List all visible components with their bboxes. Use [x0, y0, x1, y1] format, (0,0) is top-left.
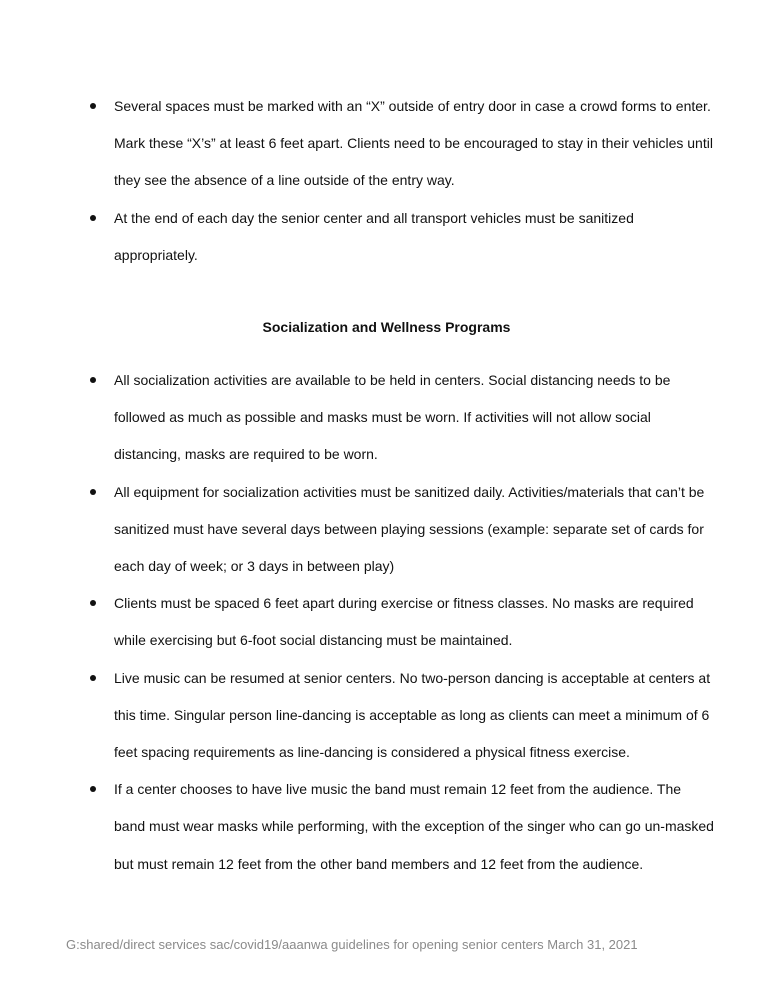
- bullet-icon: [90, 377, 96, 383]
- list-item-text: All socialization activities are available to be held in centers. Social distancing needs to be followed as much as possible and masks must be worn. If activities will not allow social distancing, masks are required to be worn.: [114, 372, 671, 463]
- list-item-text: Clients must be spaced 6 feet apart during exercise or fitness classes. No masks are required while exercising but 6-foot social distancing must be maintained.: [114, 595, 694, 649]
- list-item-text: All equipment for socialization activities must be sanitized daily. Activities/materials that can’t be sanitized must have several days between playing sessions (example: separate set of cards for each day of week; or 3 days in between play): [114, 483, 705, 575]
- list-item-text: Several spaces must be marked with an “X” outside of entry door in case a crowd forms to enter. Mark these “X’s” at least 6 feet apart. Clients need to be encouraged to stay in their vehicles until they see the absence of a line outside of the entry way.: [114, 98, 713, 189]
- list-item: [90, 88, 715, 200]
- bullet-icon: [90, 600, 96, 606]
- list-item: [90, 660, 715, 772]
- bullet-icon: [90, 103, 96, 109]
- bullet-icon: [90, 786, 96, 792]
- section-heading: Socialization and Wellness Programs: [262, 319, 511, 335]
- list-item: [90, 362, 715, 474]
- bullet-list-socialization: [90, 362, 715, 883]
- bullet-icon: [90, 489, 96, 495]
- list-item: [90, 474, 715, 586]
- list-item: [90, 585, 715, 659]
- list-item-text: If a center chooses to have live music the band must remain 12 feet from the audience. The band must wear masks while performing, with the exception of the singer who can go un-masked but must remain 12 feet from the other band members and 12 feet from the audience.: [114, 781, 714, 872]
- bullet-icon: [90, 675, 96, 681]
- footer-file-path: G:shared/direct services sac/covid19/aaanwa guidelines for opening senior centers March 31, 2021: [66, 937, 638, 952]
- list-item: [90, 771, 715, 883]
- bullet-list-entry: [90, 88, 715, 274]
- list-item-text: Live music can be resumed at senior centers. No two-person dancing is acceptable at centers at this time. Singular person line-dancing is acceptable as long as clients can meet a minimum of 6 feet spacing requirements as line-dancing is considered a physical fitness exercise.: [114, 669, 711, 761]
- list-item: [90, 200, 715, 274]
- bullet-icon: [90, 215, 96, 221]
- list-item-text: At the end of each day the senior center and all transport vehicles must be sanitized appropriately.: [114, 209, 634, 263]
